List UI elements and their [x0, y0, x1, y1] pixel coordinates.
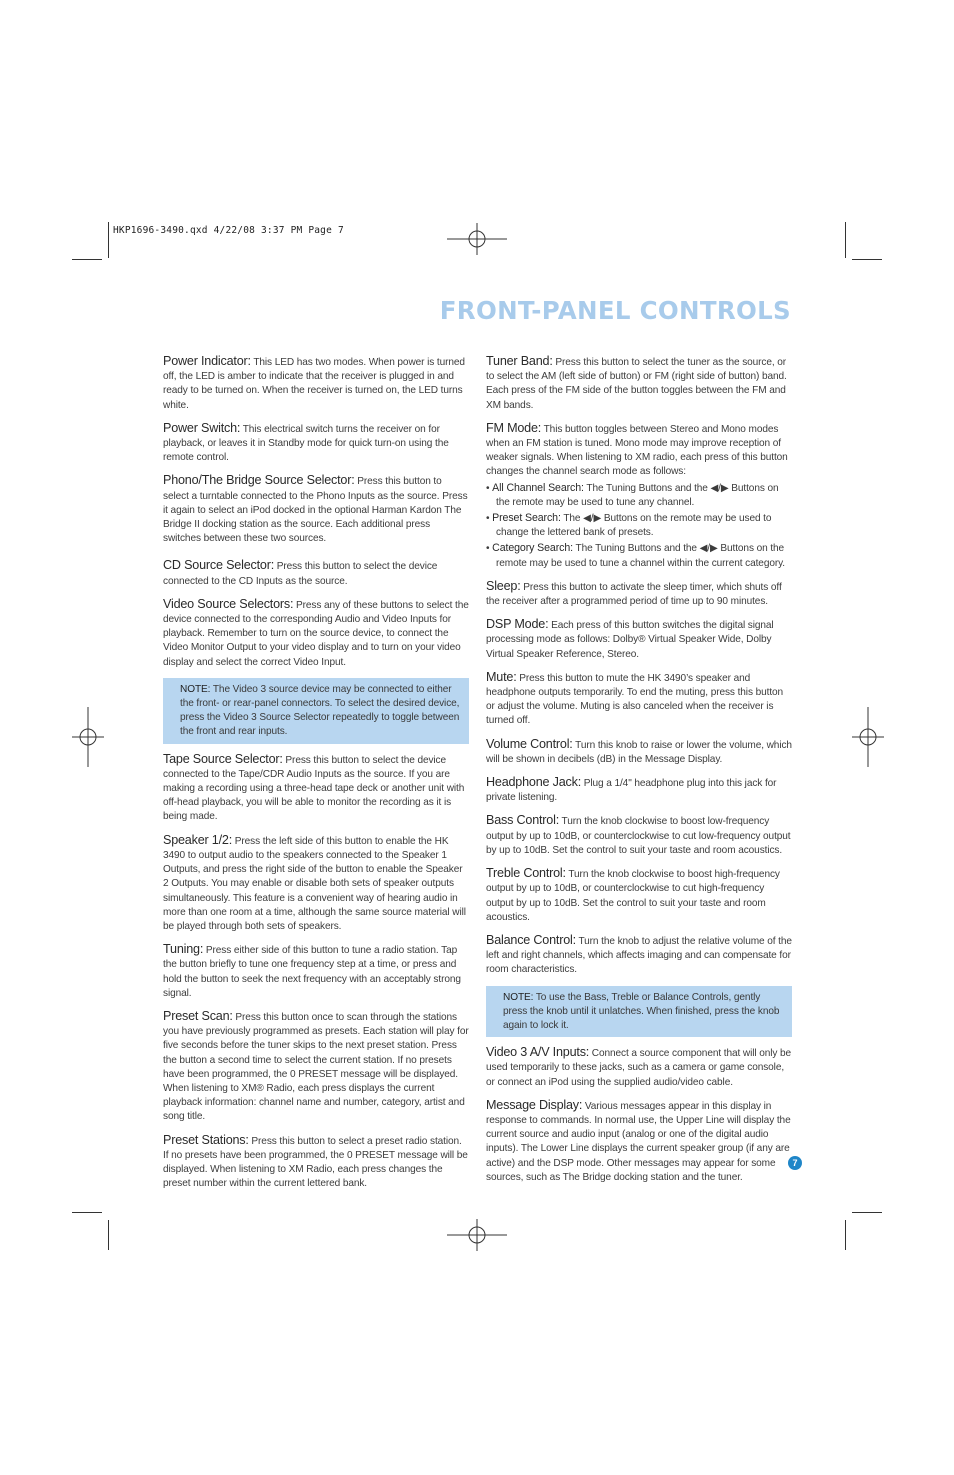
printer-slug: HKP1696-3490.qxd 4/22/08 3:37 PM Page 7 [113, 225, 344, 236]
right-column [486, 354, 792, 1193]
list-item: • Category Search: The Tuning Buttons and the ◀/▶ Buttons on the remote may be used to tune a channel within the current category. [486, 542, 786, 569]
entry-treble-control: Treble Control: Turn the knob clockwise to boost high-frequency output by up to 10dB, or counterclockwise to cut high-frequency output by up to 10dB. Set the control to suit your taste and room acoustics. [486, 866, 780, 923]
entry-preset-scan: Preset Scan: Press this button once to scan through the stations you have previously programmed as presets. Each station will play for five seconds before the tuner skips to the next preset station. Press the button a second time to select the current station. If no presets have been programmed, the 0 PRESET message will be displayed. When listening to XM® Radio, each press displays the current playback information: channel name and number, category, artist and song title. [163, 1008, 469, 1123]
crop-mark-top-right-h [852, 259, 882, 260]
registration-mark-icon [72, 707, 104, 767]
registration-mark-icon [447, 223, 507, 255]
note-video3: NOTE: The Video 3 source device may be connected to either the front- or rear-panel connectors. To select the desired device, press the Video 3 Source Selector repeatedly to toggle between the front and rear inputs. [163, 678, 469, 744]
crop-mark-bottom-left-h [72, 1212, 102, 1213]
entry-speaker-1-2: Speaker 1/2: Press the left side of this button to enable the HK 3490 to output audio to the speakers connected to the Speaker 1 Outputs, and press the right side of the button to enable the Speaker 2 Outputs. You may enable or disable both sets of speaker outputs simultaneously. This feature is a convenient way of hearing audio in more than one room at a time, although the same source material will be played through both sets of speakers. [163, 832, 466, 932]
crop-mark-top-left-v [108, 222, 109, 258]
crop-mark-bottom-left-v [108, 1220, 109, 1250]
list-item: • Preset Search: The ◀/▶ Buttons on the remote may be used to change the lettered bank of presets. [486, 512, 772, 539]
entry-video3-av-inputs: Video 3 A/V Inputs: Connect a source component that will only be used temporarily to these jacks, such as a camera or game console, or connect an iPod using the supplied audio/video cable. [486, 1045, 792, 1088]
crop-mark-top-right-v [845, 222, 846, 258]
entry-volume-control: Volume Control: Turn this knob to raise or lower the volume, which will be shown in decibels (dB) in the Message Display. [486, 736, 792, 765]
entry-sleep: Sleep: Press this button to activate the sleep timer, which shuts off the receiver after a programmed period of time up to 90 minutes. [486, 578, 782, 608]
left-column [163, 354, 469, 1199]
entry-headphone-jack: Headphone Jack: Plug a 1/4" headphone plug into this jack for private listening. [486, 775, 777, 804]
entry-balance-control: Balance Control: Turn the knob to adjust the relative volume of the left and right channels, which affects imaging and can compensate for room characteristics. [486, 932, 792, 976]
entry-cd-selector: CD Source Selector: Press this button to select the device connected to the CD Inputs as the source. [163, 558, 438, 587]
entry-tape-selector: Tape Source Selector: Press this button to select the device connected to the Tape/CDR Audio Inputs as the source. If you are making a recording using a three-head tape deck or another unit with off-head playback, you will be able to monitor the recording as it is being made. [163, 751, 465, 823]
entry-preset-stations: Preset Stations: Press this button to select a preset radio station. If no presets have been programmed, the 0 PRESET message will be displayed. When listening to XM Radio, each press changes the preset number within the current lettered bank. [163, 1132, 468, 1190]
entry-bass-control: Bass Control: Turn the knob clockwise to boost low-frequency output by up to 10dB, or counterclockwise to cut low-frequency output by up to 10dB. Set the control to suit your taste and room acoustics. [486, 813, 791, 856]
entry-dsp-mode: DSP Mode: Each press of this button switches the digital signal processing mode as follows: Dolby® Virtual Speaker Wide, Dolby Virtual Speaker Reference, Stereo. [486, 617, 774, 660]
entry-message-display: Message Display: Various messages appear in this display in response to commands. In normal use, the Upper Line will display the current source and audio input (analog or one of the digital audio inputs). The Lower Line displays the current speaker group (if any are active) and the DSP mode. Other messages may appear for some sources, such as The Bridge docking station and the tuner. [486, 1097, 791, 1183]
note-tone-controls: NOTE: To use the Bass, Treble or Balance Controls, gently press the knob until it unlatches. When finished, press the knob again to lock it. [486, 986, 792, 1038]
entry-tuner-band: Tuner Band: Press this button to select the tuner as the source, or to select the AM (left side of button) or FM (right side of button) band. Each press of the FM side of the button toggles between the FM and XM bands. [486, 354, 787, 411]
entry-power-switch: Power Switch: This electrical switch turns the receiver on for playback, or leaves it in Standby mode for quick turn-on using the remote control. [163, 420, 449, 464]
registration-mark-icon [447, 1219, 507, 1251]
entry-tuning: Tuning: Press either side of this button to tune a radio station. Tap the button briefly to tune one frequency step at a time, or press and hold the button to seek the next frequency with an acceptably strong signal. [163, 942, 461, 999]
entry-mute: Mute: Press this button to mute the HK 3490’s speaker and headphone outputs temporarily. To end the muting, press this button or adjust the volume. Muting is also canceled when the receiver is turned off. [486, 669, 784, 727]
entry-power-indicator: Power Indicator: This LED has two modes. When power is turned off, the LED is amber to indicate that the receiver is plugged in and ready to be turned on. When the receiver is turned on, the LED turns white. [163, 354, 465, 411]
crop-mark-bottom-right-h [852, 1212, 882, 1213]
entry-video-selectors: Video Source Selectors: Press any of these buttons to select the device connected to the corresponding Audio and Video Inputs for playback. Remember to turn on the source device, to connect the Video Monitor Output to your video display and to turn on your video display and select the correct Video Input. [163, 596, 469, 668]
crop-mark-top-left-h [72, 259, 102, 260]
fm-mode-list [486, 481, 792, 571]
entry-fm-mode: FM Mode: This button toggles between Stereo and Mono modes when an FM station is tuned. Mono mode may improve reception of weaker signals. When listening to XM radio, each press of this button changes the channel search mode as follows: [486, 420, 788, 478]
page-title: FRONT-PANEL CONTROLS [439, 296, 791, 325]
list-item: • All Channel Search: The Tuning Buttons and the ◀/▶ Buttons on the remote may be used to tune any channel. [486, 481, 779, 508]
page-number-badge: 7 [788, 1156, 802, 1170]
entry-phono-bridge-selector: Phono/The Bridge Source Selector: Press this button to select a turntable connected to the Phono Inputs as the source. Press it again to select an iPod docked in the optional Harman Kardon The Bridge II docking station as the source. Each additional press switches between these two sources. [163, 473, 468, 545]
registration-mark-icon [852, 707, 884, 767]
crop-mark-bottom-right-v [845, 1220, 846, 1250]
